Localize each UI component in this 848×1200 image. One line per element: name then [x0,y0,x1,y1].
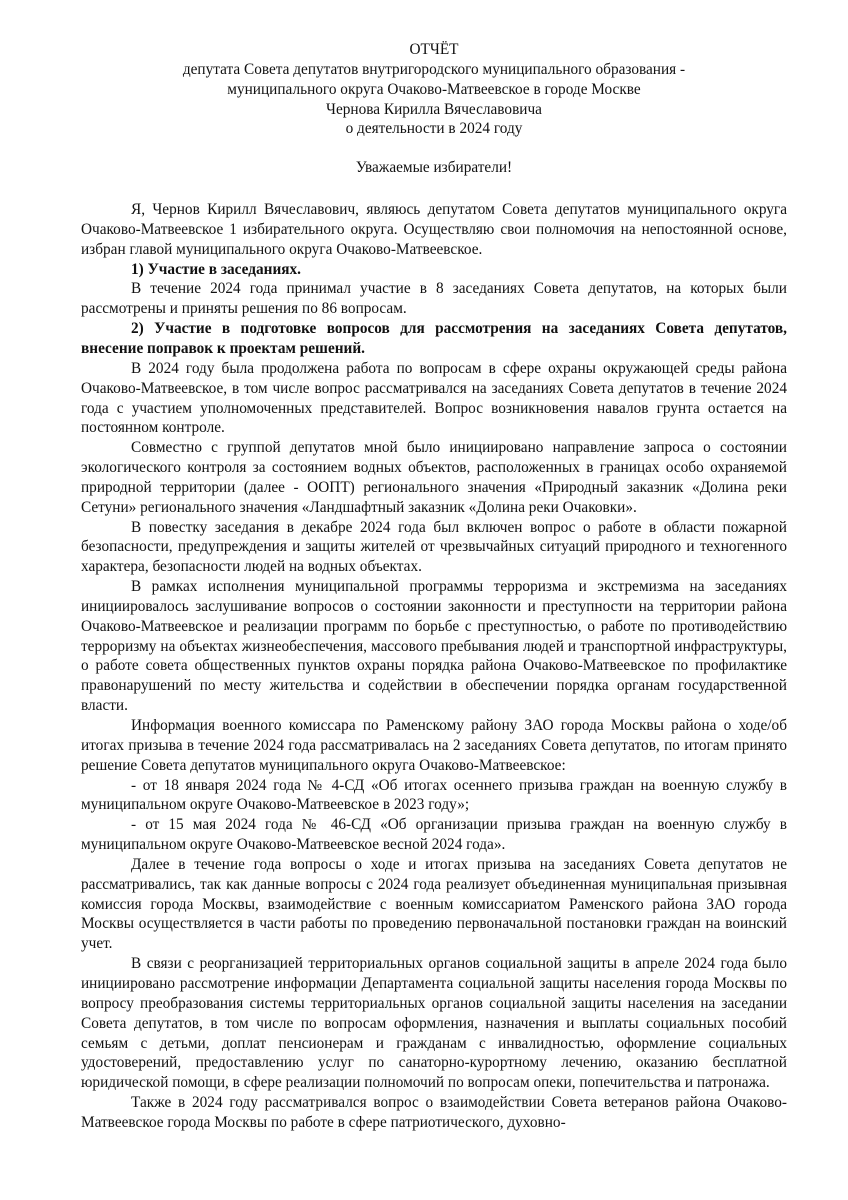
decision-item: - от 18 января 2024 года № 4-СД «Об итогах осеннего призыва граждан на военную службу в муниципальном округе Очаково-Матвеевское в 2023 году»; [81,776,787,814]
section-2-title: 2) Участие в подготовке вопросов для рассмотрения на заседаниях Совета депутатов, внесение поправок к проектам решений. [81,320,787,357]
paragraph-military: Информация военного комиссара по Раменскому району ЗАО города Москвы района о ходе/об итогах призыва в течение 2024 года рассматривалась на 2 заседаниях Совета депутатов, по итогам принято решение Совета депутатов муниципального округа Очаково-Матвеевское: [81,717,787,774]
header-line: муниципального округа Очаково-Матвеевское в городе Москве [227,80,641,98]
paragraph-fire-safety: В повестку заседания в декабре 2024 года был включен вопрос о работе в области пожарной безопасности, предупреждения и защиты жителей от чрезвычайных ситуаций природного и техногенного характера, безопасности людей на водных объектах. [81,518,787,576]
paragraph-environment: В 2024 году была продолжена работа по вопросам в сфере охраны окружающей среды района Очаково-Матвеевское, в том числе вопрос рассматривался на заседаниях Совета депутатов в течение 2024 года с участием уполномоченных представителей. Вопрос возникновения навалов грунта остается на постоянном контроле. [81,359,787,437]
deputy-name: Чернова Кирилла Вячеславовича [326,100,542,118]
document-header [81,40,787,139]
paragraph-social-protection: В связи с реорганизацией территориальных органов социальной защиты в апреле 2024 года было инициировано рассмотрение информации Департамента социальной защиты населения города Москвы по вопросу преобразования системы территориальных органов социальной защиты населения на заседании Совета депутатов, в том числе по вопросам оформления, назначения и выплаты социальных пособий семьям с детьми, доплат пенсионерам и гражданам с инвалидностью, оформление социальных удостоверений, предоставлению услуг по санаторно-курортному лечению, оказанию бесплатной юридической помощи, в сфере реализации полномочий по вопросам опеки, попечительства и патронажа. [81,955,787,1092]
paragraph-conscription: Далее в течение года вопросы о ходе и итогах призыва на заседаниях Совета депутатов не рассматривались, так как данные вопросы с 2024 года реализует объединенная муниципальная призывная комиссия города Москвы, взаимодействие с военным комиссариатом Раменского района ЗАО города Москвы осуществляется в части работы по проведению первоначальной постановки граждан на воинский учет. [81,855,787,953]
decision-item: - от 15 мая 2024 года № 46-СД «Об организации призыва граждан на военную службу в муниципальном округе Очаково-Матвеевское весной 2024 года». [81,816,787,854]
salutation: Уважаемые избиратели! [355,159,513,177]
paragraph-veterans: Также в 2024 году рассматривался вопрос о взаимодействии Совета ветеранов района Очаково-Матвеевское города Москвы по работе в сфере патриотического, духовно- [81,1094,787,1131]
header-line: депутата Совета депутатов внутригородского муниципального образования - [182,60,686,78]
paragraph-terrorism: В рамках исполнения муниципальной программы терроризма и экстремизма на заседаниях инициировалось заслушивание вопросов о состоянии законности и преступности на территории района Очаково-Матвеевское и реализации программ по борьбе с преступностью, о работе по противодействию терроризму на объектах жизнеобеспечения, массового пребывания людей и транспортной инфраструктуры, о работе совета общественных пунктов охраны порядка района Очаково-Матвеевское по профилактике правонарушений по месту жительства и содействии в обеспечении порядка органам государственной власти. [81,578,787,715]
paragraph-intro: Я, Чернов Кирилл Вячеславович, являюсь депутатом Совета депутатов муниципального округа Очаково-Матвеевское 1 избирательного округа. Осуществляю свои полномочия на непостоянной основе, избран главой муниципального округа Очаково-Матвеевское. [81,201,787,258]
document-title: ОТЧЁТ [409,41,459,58]
document-page [81,40,787,1133]
paragraph-section-1: В течение 2024 года принимал участие в 8 заседаниях Совета депутатов, на которых были рассмотрены и приняты решения по 86 вопросам. [81,280,787,318]
report-period: о деятельности в 2024 году [345,120,523,138]
section-1-title: 1) Участие в заседаниях. [131,260,302,278]
paragraph-ecology: Совместно с группой депутатов мной было инициировано направление запроса о состоянии экологического контроля за состоянием водных объектов, расположенных в границах особо охраняемой природной территории (далее - ООПТ) регионального значения «Природный заказник «Долина реки Сетуни» регионального значения «Ландшафтный заказник «Долина реки Очаковки». [81,439,787,516]
